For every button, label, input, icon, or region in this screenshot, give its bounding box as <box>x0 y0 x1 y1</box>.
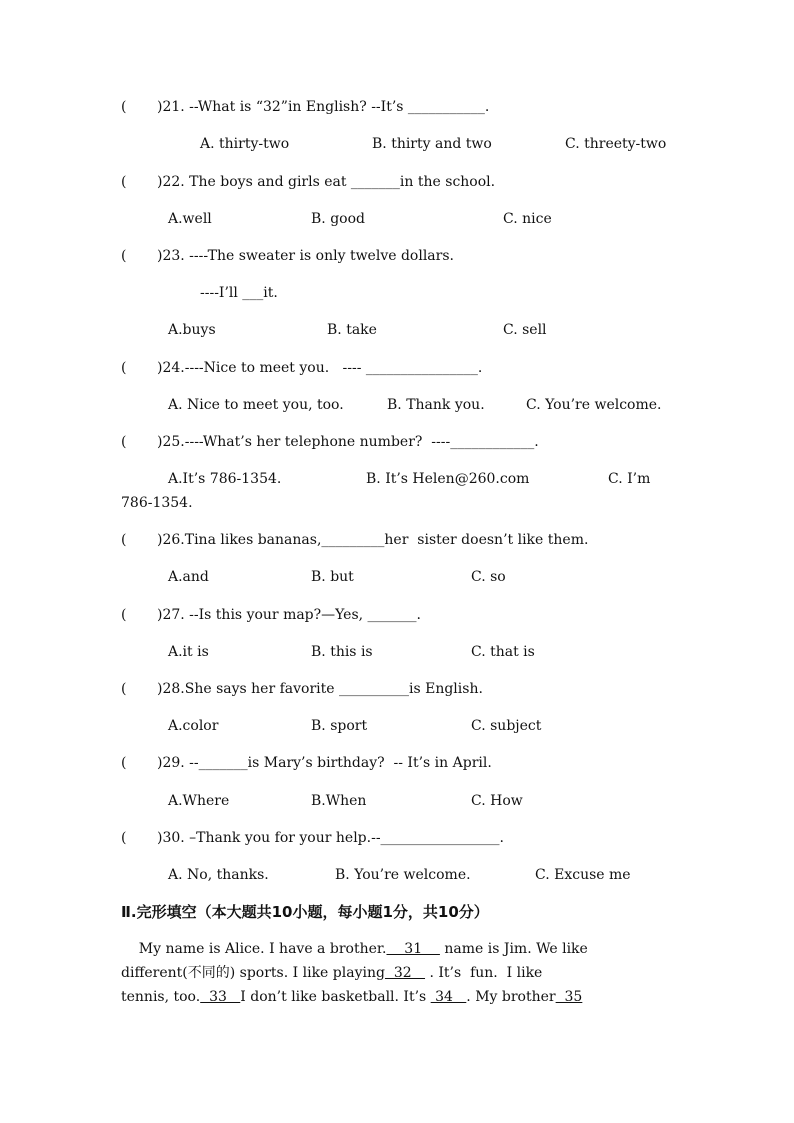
question-28 <box>121 680 483 698</box>
option-b: B. good <box>311 211 365 227</box>
question-24 <box>121 359 482 377</box>
question-number: )24. <box>157 360 185 376</box>
question-29 <box>121 754 492 772</box>
answer-bracket: ( <box>121 755 127 771</box>
question-30 <box>121 829 504 847</box>
cloze-blank-33: 33 <box>200 989 241 1005</box>
question-number: )25. <box>157 434 185 450</box>
question-number: )21. <box>157 99 185 115</box>
question-25 <box>121 433 539 451</box>
answer-bracket: ( <box>121 360 127 376</box>
question-23 <box>121 247 454 265</box>
option-b: B. thirty and two <box>372 136 492 152</box>
answer-bracket: ( <box>121 99 127 115</box>
question-number: )22. <box>157 174 185 190</box>
option-a: A. thirty-two <box>200 136 290 152</box>
option-c: C. nice <box>503 211 552 227</box>
cloze-text: . It’s fun. I like <box>425 965 543 981</box>
option-a: A.well <box>168 211 212 227</box>
cloze-text: My name is Alice. I have a brother. <box>121 941 387 957</box>
cloze-line-3 <box>121 988 582 1006</box>
option-b: B. take <box>327 322 377 338</box>
question-stem: --What is “32”in English? --It’s ___________. <box>184 99 490 115</box>
question-number: )28. <box>157 681 185 697</box>
option-a: A.Where <box>168 793 230 809</box>
answer-bracket: ( <box>121 248 127 264</box>
option-a: A. Nice to meet you, too. <box>168 397 344 413</box>
option-a: A.and <box>168 569 209 585</box>
option-b: B. sport <box>311 718 368 734</box>
cloze-line-1 <box>121 940 588 958</box>
answer-bracket: ( <box>121 174 127 190</box>
option-c: C. that is <box>471 644 535 660</box>
option-c: C. so <box>471 569 506 585</box>
option-a: A.color <box>168 718 219 734</box>
option-b: B. Thank you. <box>387 397 485 413</box>
cloze-blank-35: 35 <box>555 989 583 1005</box>
answer-bracket: ( <box>121 681 127 697</box>
cloze-blank-31: 31 <box>386 941 440 957</box>
option-c: C. threety-two <box>565 136 667 152</box>
option-b: B. this is <box>311 644 373 660</box>
question-stem: –Thank you for your help.--_________________. <box>184 830 504 846</box>
answer-bracket: ( <box>121 532 127 548</box>
option-c: C. I’m <box>608 471 651 487</box>
cloze-text: name is Jim. We like <box>439 941 588 957</box>
question-number: )23. <box>157 248 185 264</box>
question-number: )27. <box>157 607 185 623</box>
question-stem: --_______is Mary’s birthday? -- It’s in April. <box>184 755 492 771</box>
cloze-text: I don’t like basketball. It’s <box>240 989 431 1005</box>
option-c: C. Excuse me <box>535 867 631 883</box>
question-stem: ----Nice to meet you. ---- ________________. <box>184 360 483 376</box>
question-number: )30. <box>157 830 185 846</box>
question-stem-reply: ----I’ll ___it. <box>200 285 278 301</box>
option-a: A.buys <box>168 322 216 338</box>
question-stem: --Is this your map?—Yes, _______. <box>184 607 421 623</box>
answer-bracket: ( <box>121 607 127 623</box>
cloze-text: tennis, too. <box>121 989 201 1005</box>
question-26 <box>121 531 588 549</box>
answer-bracket: ( <box>121 830 127 846</box>
question-number: )29. <box>157 755 185 771</box>
question-stem: The boys and girls eat _______in the school. <box>184 174 496 190</box>
option-c: C. subject <box>471 718 542 734</box>
question-stem: Tina likes bananas,_________her sister doesn’t like them. <box>184 532 589 548</box>
question-stem: ----The sweater is only twelve dollars. <box>184 248 454 264</box>
section-heading: Ⅱ.完形填空（本大题共10小题，每小题1分，共10分） <box>121 903 489 921</box>
option-b: B. You’re welcome. <box>335 867 471 883</box>
option-c-continued: 786-1354. <box>121 495 193 511</box>
option-a: A.it is <box>168 644 209 660</box>
question-22 <box>121 173 495 191</box>
option-b: B. It’s Helen@260.com <box>366 471 530 487</box>
question-21 <box>121 98 489 116</box>
cloze-blank-34: 34 <box>430 989 467 1005</box>
option-b: B. but <box>311 569 354 585</box>
option-a: A. No, thanks. <box>168 867 269 883</box>
cloze-text: . My brother <box>466 989 556 1005</box>
option-b: B.When <box>311 793 367 809</box>
question-stem: She says her favorite __________is English. <box>184 681 483 697</box>
question-27 <box>121 606 421 624</box>
cloze-line-2 <box>121 964 542 982</box>
question-number: )26. <box>157 532 185 548</box>
option-c: C. How <box>471 793 523 809</box>
cloze-blank-32: 32 <box>384 965 426 981</box>
option-a: A.It’s 786-1354. <box>168 471 282 487</box>
cloze-text: different(不同的) sports. I like playing <box>121 965 385 981</box>
option-c: C. You’re welcome. <box>526 397 662 413</box>
answer-bracket: ( <box>121 434 127 450</box>
question-stem: ----What’s her telephone number? ----____________. <box>184 434 539 450</box>
option-c: C. sell <box>503 322 547 338</box>
